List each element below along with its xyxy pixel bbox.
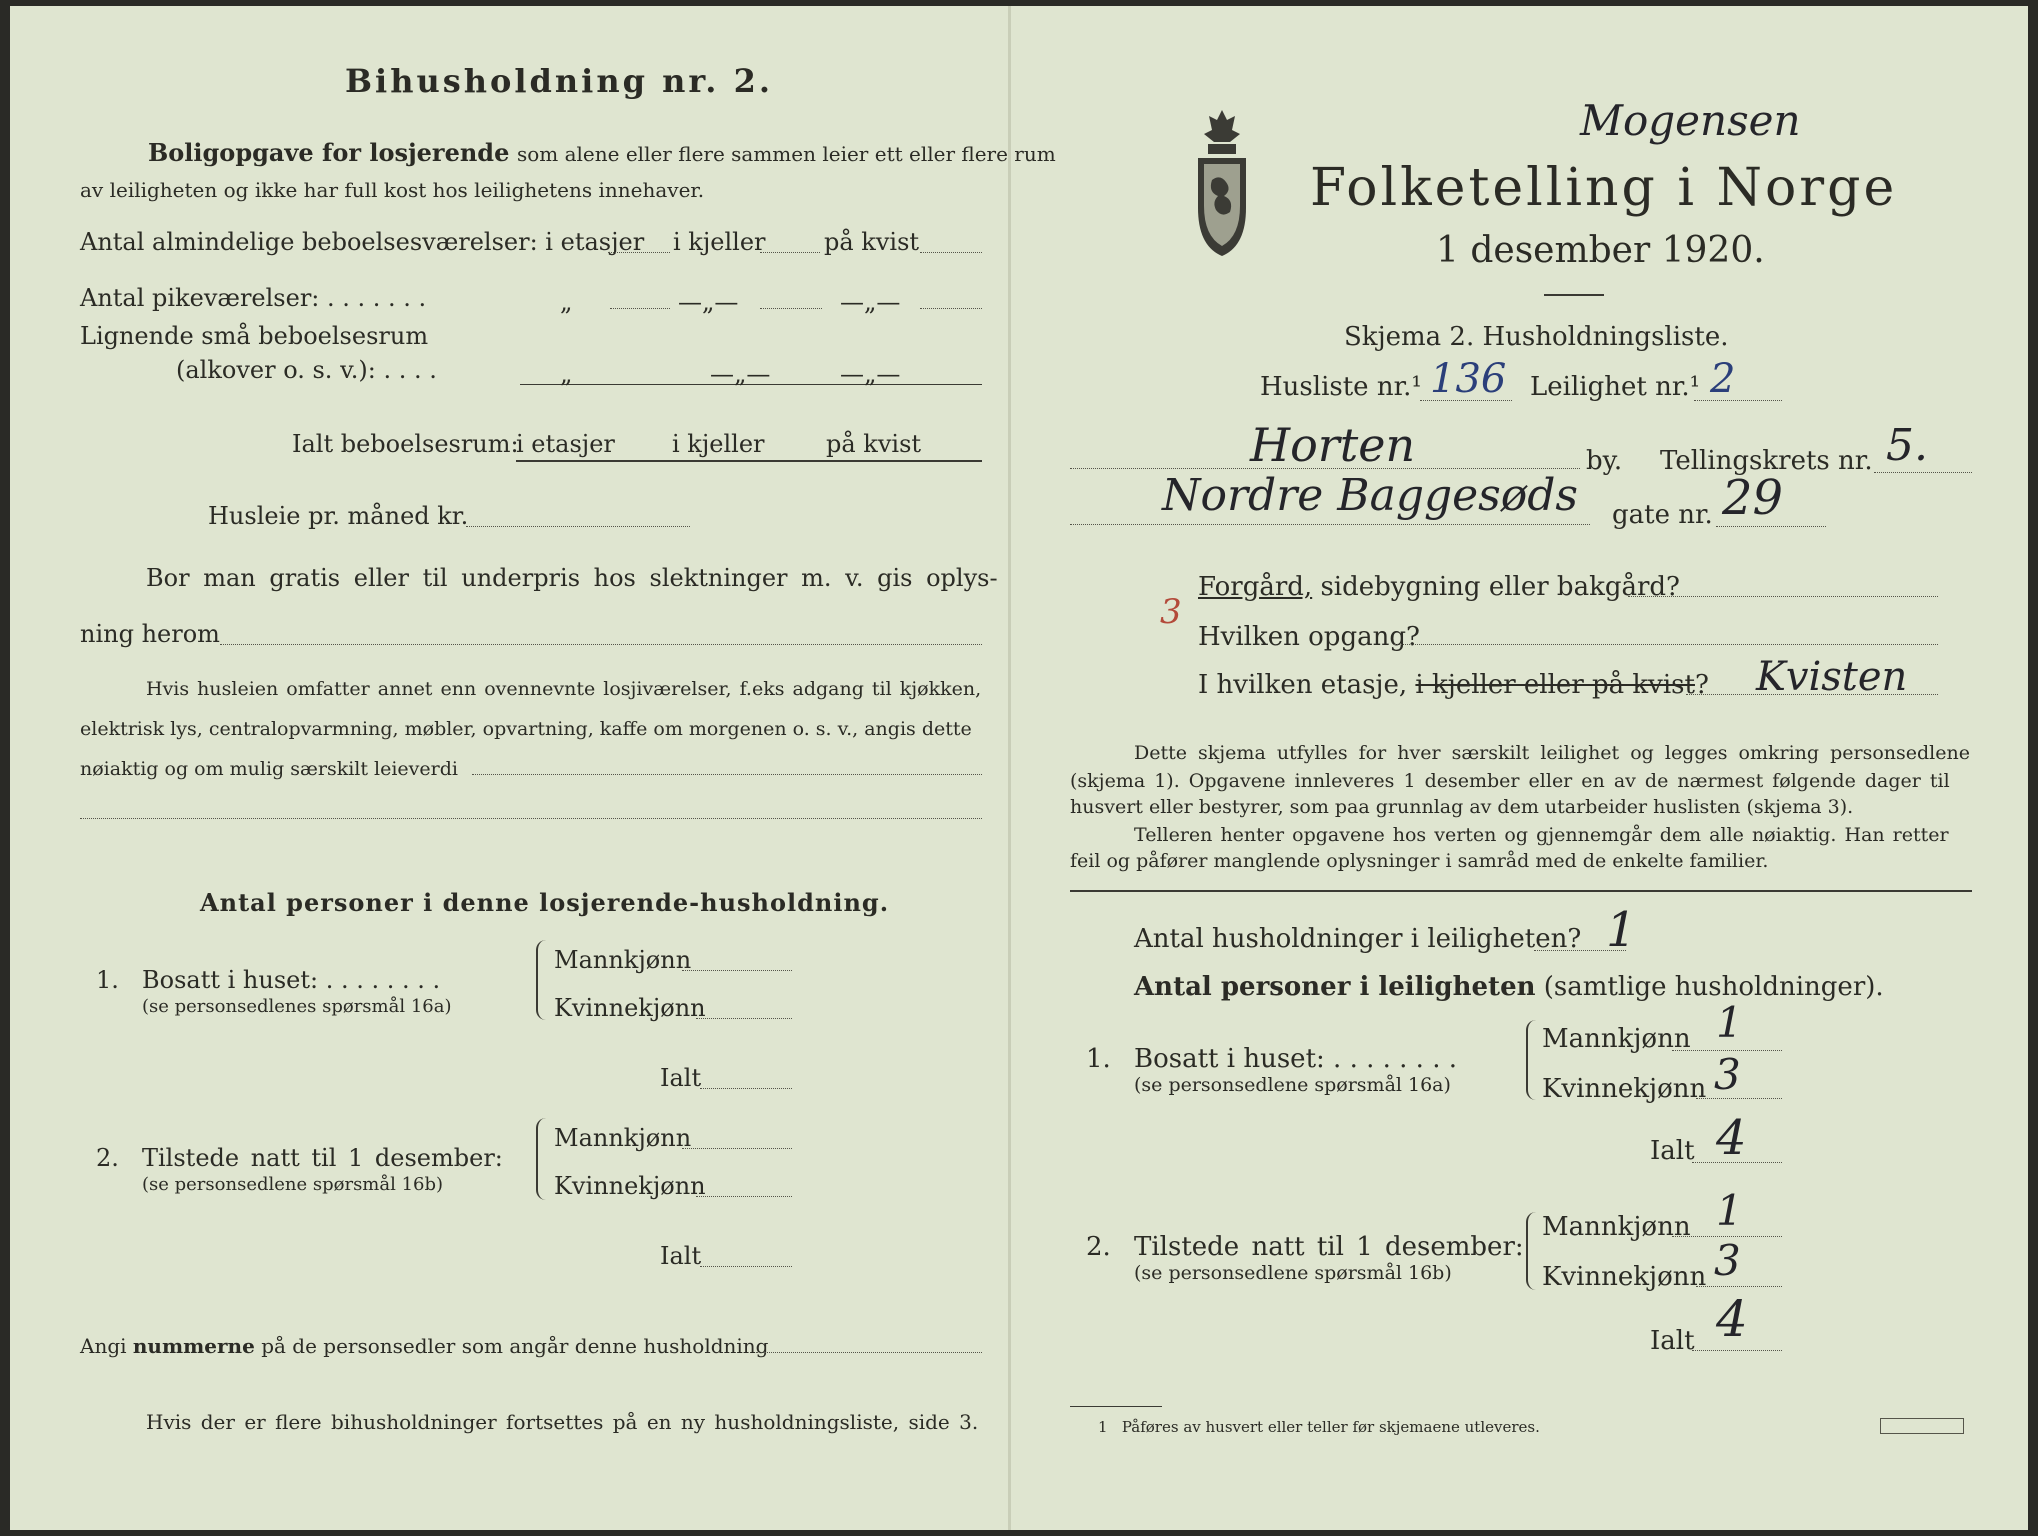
right-q2-label: Tilstede natt til 1 desember: (1134, 1232, 1524, 1262)
left-q1-mann: Mannkjønn (554, 946, 692, 974)
left-q2-sub: (se personsedlene spørsmål 16b) (142, 1174, 444, 1195)
printer-stamp (1880, 1418, 1964, 1434)
right-q1-mann: Mannkjønn (1542, 1024, 1691, 1054)
krets-label: Tellingskrets nr. (1660, 446, 1873, 476)
right-q2-kvinne: Kvinnekjønn (1542, 1262, 1707, 1292)
husliste-label: Husliste nr.¹ (1260, 372, 1422, 402)
left-q2-ialt: Ialt (660, 1242, 702, 1270)
intro-line-2: av leiligheten og ikke har full kost hos leilighetens innehaver. (80, 178, 705, 202)
ialt-underline (516, 460, 982, 462)
leilighet-label: Leilighet nr.¹ (1530, 372, 1701, 402)
hvis-line-3: nøiaktig og om mulig særskilt leieverdi (80, 758, 458, 780)
row2-line-2 (760, 308, 822, 309)
right-q2-mann-value: 1 (1716, 1186, 1743, 1235)
left-q1-kvinne: Kvinnekjønn (554, 994, 706, 1022)
info-line-1: Dette skjema utfylles for hver særskilt leilighet og legges omkring personsedlene (1134, 742, 1970, 764)
left-q1-mann-line (682, 970, 792, 971)
angi-line: Angi nummerne på de personsedler som angår denne husholdning (80, 1334, 769, 1358)
row3-ditto-2: —„— (710, 360, 771, 388)
angi-rule (756, 1352, 982, 1353)
title-divider (1544, 294, 1604, 296)
ialt-kjeller: i kjeller (672, 430, 765, 458)
husleie-label: Husleie pr. måned kr. (208, 502, 469, 530)
left-q1-sub: (se personsedlenes spørsmål 16a) (142, 996, 452, 1017)
left-q2-mann-line (682, 1148, 792, 1149)
by-label: by. (1586, 446, 1623, 476)
row1-kjeller-line (760, 252, 820, 253)
intro-line-1: Boligopgave for losjerende som alene eller flere sammen leier ett eller flere rum (148, 138, 1056, 167)
handwritten-surname: Mogensen (1580, 96, 1801, 145)
left-q2-kvinne-line (696, 1196, 792, 1197)
right-q2-kvinne-line (1696, 1286, 1782, 1287)
gate-nr-line (1716, 526, 1826, 527)
gate-nr-value: 29 (1722, 470, 1784, 526)
row1-kvist-line (920, 252, 982, 253)
info-line-3: husvert eller bestyrer, som paa grunnlag av dem utarbeider huslisten (skjema 3). (1070, 796, 1854, 818)
krets-value: 5. (1886, 420, 1928, 471)
row3-label-a: Lignende små beboelsesrum (80, 322, 429, 350)
form-title: Folketelling i Norge (1310, 158, 1898, 218)
hvis-line-1: Hvis husleien omfatter annet enn ovennevnte losjiværelser, f.eks adgang til kjøkken, (146, 678, 982, 700)
hush-label: Antal husholdninger i leiligheten? (1134, 924, 1582, 954)
row2-label: Antal pikeværelser: . . . . . . . (80, 284, 427, 312)
by-line (1070, 468, 1580, 469)
krets-line (1874, 472, 1972, 473)
husliste-value: 136 (1430, 356, 1507, 402)
antal-line: Antal personer i leiligheten (samtlige husholdninger). (1134, 972, 1884, 1002)
left-footer: Hvis der er flere bihusholdninger fortsettes på en ny husholdningsliste, side 3. (146, 1410, 979, 1434)
opgang-rule (1394, 644, 1938, 645)
right-q2-brace (1526, 1212, 1538, 1290)
etasje-value: Kvisten (1756, 654, 1908, 700)
row2-ditto-3: —„— (840, 288, 901, 316)
right-q1-sub: (se personsedlene spørsmål 16a) (1134, 1074, 1451, 1096)
left-q2-num: 2. (96, 1144, 119, 1172)
hush-line (1534, 950, 1626, 951)
left-q2-mann: Mannkjønn (554, 1124, 692, 1152)
opgang-label: Hvilken opgang? (1198, 622, 1420, 652)
left-title: Bihusholdning nr. 2. (345, 62, 773, 100)
info-line-4: Telleren henter opgavene hos verten og gjennemgår dem alle nøiaktig. Han retter (1134, 824, 1949, 846)
row3-ditto-3: —„— (840, 360, 901, 388)
left-q1-ialt: Ialt (660, 1064, 702, 1092)
right-q2-ialt: Ialt (1650, 1326, 1695, 1356)
left-q1-ialt-line (700, 1088, 792, 1089)
left-q2-kvinne: Kvinnekjønn (554, 1172, 706, 1200)
forgard-rule (1628, 596, 1938, 597)
gate-line (1070, 524, 1590, 525)
husliste-line (1420, 400, 1512, 401)
gratis-line (220, 644, 982, 645)
coat-of-arms-icon (1194, 108, 1250, 258)
right-q1-ialt: Ialt (1650, 1136, 1695, 1166)
hvis-line (472, 774, 982, 775)
left-q1-kvinne-line (696, 1018, 792, 1019)
gate-label: gate nr. (1612, 500, 1713, 530)
right-q1-brace (1526, 1020, 1538, 1100)
left-q1-num: 1. (96, 966, 119, 994)
left-antal-heading: Antal personer i denne losjerende-husholdning. (200, 888, 890, 917)
right-q1-num: 1. (1086, 1044, 1111, 1074)
by-value: Horten (1250, 418, 1416, 472)
right-q1-kvinne-line (1696, 1098, 1782, 1099)
row1-kjeller: i kjeller (673, 228, 766, 256)
row2-line-1 (610, 308, 670, 309)
hvis-line-2: elektrisk lys, centralopvarmning, møbler, opvartning, kaffe om morgenen o. s. v., angis dette (80, 718, 972, 740)
row2-ditto-1: „ (560, 288, 573, 316)
row1-kvist: på kvist (824, 228, 920, 256)
hush-value: 1 (1606, 902, 1637, 958)
left-q1-brace (536, 940, 548, 1020)
husleie-line (466, 526, 690, 527)
row2-line-3 (920, 308, 982, 309)
leilighet-value: 2 (1710, 356, 1736, 402)
right-q1-ialt-line (1692, 1162, 1782, 1163)
etasje-rule (1686, 694, 1938, 695)
right-q1-label: Bosatt i huset: . . . . . . . . (1134, 1044, 1458, 1074)
gratis-line-b: ning herom (80, 620, 220, 648)
right-q2-ialt-value: 4 (1716, 1290, 1748, 1348)
right-q2-sub: (se personsedlene spørsmål 16b) (1134, 1262, 1452, 1284)
row2-ditto-2: —„— (678, 288, 739, 316)
info-line-2: (skjema 1). Opgavene innleveres 1 desember eller en av de nærmest følgende dager til (1070, 770, 1950, 792)
right-q2-mann: Mannkjønn (1542, 1212, 1691, 1242)
row3-label-b: (alkover o. s. v.): . . . . (176, 356, 437, 384)
forgard-line: Forgård, sidebygning eller bakgård? (1198, 572, 1680, 602)
left-q2-brace (536, 1118, 548, 1200)
right-q2-num: 2. (1086, 1232, 1111, 1262)
etasje-line: I hvilken etasje, i kjeller eller på kvist? (1198, 670, 1709, 700)
ialt-etasjer: i etasjer (516, 430, 615, 458)
right-q2-ialt-line (1692, 1350, 1782, 1351)
gratis-line-a: Bor man gratis eller til underpris hos slektninger m. v. gis oplys- (146, 564, 998, 592)
ialt-beboelsesrum-label: Ialt beboelsesrum: (292, 430, 519, 458)
right-q1-kvinne-value: 3 (1714, 1050, 1741, 1099)
skjema-label: Skjema 2. Husholdningsliste. (1344, 322, 1729, 352)
row1-label: Antal almindelige beboelsesværelser: i etasjer (80, 228, 645, 256)
right-q1-kvinne: Kvinnekjønn (1542, 1074, 1707, 1104)
leilighet-line (1694, 400, 1782, 401)
info-line-5: feil og påfører manglende oplysninger i samråd med de enkelte familier. (1070, 850, 1769, 872)
info-divider (1070, 890, 1972, 892)
footnote-line: 1 Påføres av husvert eller teller før skjemaene utleveres. (1098, 1418, 1540, 1436)
hvis-extra-line (80, 818, 982, 819)
left-q2-ialt-line (700, 1266, 792, 1267)
row1-etasjer-line (608, 252, 670, 253)
row3-ditto-1: „ (560, 360, 573, 388)
right-q1-mann-value: 1 (1716, 998, 1743, 1047)
page-fold (1008, 6, 1011, 1530)
right-q1-ialt-value: 4 (1716, 1110, 1747, 1166)
red-annotation: 3 (1160, 592, 1182, 632)
left-q1-label: Bosatt i huset: . . . . . . . . (142, 966, 441, 994)
gate-value: Nordre Baggesøds (1162, 470, 1579, 521)
right-q2-kvinne-value: 3 (1714, 1236, 1741, 1285)
form-date: 1 desember 1920. (1436, 230, 1765, 271)
footnote-divider (1070, 1406, 1162, 1407)
left-q2-label: Tilstede natt til 1 desember: (142, 1144, 503, 1172)
ialt-kvist: på kvist (826, 430, 922, 458)
